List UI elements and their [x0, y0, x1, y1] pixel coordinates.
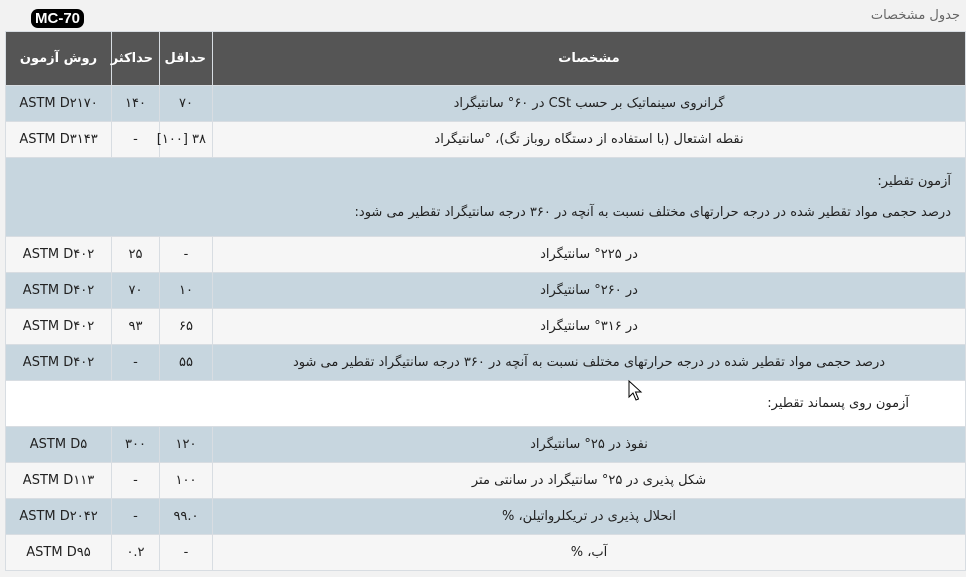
max-cell: -	[112, 499, 160, 535]
table-row	[6, 86, 966, 122]
header-min: حداقل	[160, 32, 213, 86]
header-row	[6, 32, 966, 86]
spec-cell: در ۲۲۵° سانتیگراد	[213, 237, 966, 273]
method-cell: ASTM D۱۱۳	[6, 463, 112, 499]
method-cell: ASTM D۴۰۲	[6, 345, 112, 381]
table-row	[6, 122, 966, 158]
table-row	[6, 237, 966, 273]
table-row	[6, 345, 966, 381]
max-cell: ۹۳	[112, 309, 160, 345]
method-cell: ASTM D۴۰۲	[6, 273, 112, 309]
method-cell: ASTM D۴۰۲	[6, 237, 112, 273]
spec-cell: نفوذ در ۲۵° سانتیگراد	[213, 427, 966, 463]
header-spec: مشخصات	[213, 32, 966, 86]
spec-cell: در ۲۶۰° سانتیگراد	[213, 273, 966, 309]
max-cell: -	[112, 463, 160, 499]
table-row	[6, 273, 966, 309]
spec-cell: شکل پذیری در ۲۵° سانتیگراد در سانتی متر	[213, 463, 966, 499]
table-row	[6, 499, 966, 535]
method-cell: ASTM D۵	[6, 427, 112, 463]
min-cell: ۱۲۰	[160, 427, 213, 463]
method-cell: ASTM D۲۰۴۲	[6, 499, 112, 535]
table-row	[6, 463, 966, 499]
distillation-note	[6, 158, 966, 237]
table-row	[6, 427, 966, 463]
table-caption: جدول مشخصات	[870, 8, 960, 23]
spec-cell: در ۳۱۶° سانتیگراد	[213, 309, 966, 345]
min-cell: ۷۰	[160, 86, 213, 122]
max-cell: ۲۵	[112, 237, 160, 273]
residue-section-title: آزمون روی پسماند تقطیر:	[6, 381, 966, 427]
min-cell: -	[160, 237, 213, 273]
min-cell: ۵۵	[160, 345, 213, 381]
max-cell: ۱۴۰	[112, 86, 160, 122]
product-code-badge: MC-70	[31, 9, 84, 28]
max-cell: ۷۰	[112, 273, 160, 309]
spec-cell: درصد حجمی مواد تقطیر شده در درجه حرارتهای مختلف نسبت به آنچه در ۳۶۰ درجه سانتیگراد تقطیر می شود	[213, 345, 966, 381]
header-max: حداکثر	[112, 32, 160, 86]
method-cell: ASTM D۹۵	[6, 535, 112, 571]
min-cell: ۶۵	[160, 309, 213, 345]
method-cell: ASTM D۲۱۷۰	[6, 86, 112, 122]
max-cell: ۳۰۰	[112, 427, 160, 463]
method-cell: ASTM D۳۱۴۳	[6, 122, 112, 158]
min-cell: ۹۹.۰	[160, 499, 213, 535]
spec-table	[5, 31, 966, 571]
table-row	[6, 535, 966, 571]
max-cell: -	[112, 345, 160, 381]
min-cell: ۱۰۰	[160, 463, 213, 499]
max-cell: -	[112, 122, 160, 158]
spec-cell: نقطه اشتعال (با استفاده از دستگاه روباز تگ)، °سانتیگراد	[213, 122, 966, 158]
residue-section-row	[6, 381, 966, 427]
spec-cell: انحلال پذیری در تریکلرواتیلن، %	[213, 499, 966, 535]
note-text: درصد حجمی مواد تقطیر شده در درجه حرارتهای مختلف نسبت به آنچه در ۳۶۰ درجه سانتیگراد تقطیر می شود:	[354, 205, 951, 220]
min-cell: ۱۰	[160, 273, 213, 309]
method-cell: ASTM D۴۰۲	[6, 309, 112, 345]
distillation-note-row	[6, 158, 966, 237]
spec-cell: آب، %	[213, 535, 966, 571]
header-method: روش آزمون	[6, 32, 112, 86]
min-cell: -	[160, 535, 213, 571]
max-cell: ۰.۲	[112, 535, 160, 571]
min-cell: ۳۸ [۱۰۰]	[160, 122, 213, 158]
spec-cell: گرانروی سینماتیک بر حسب CSt در ۶۰° سانتیگراد	[213, 86, 966, 122]
table-row	[6, 309, 966, 345]
mouse-pointer-icon	[628, 380, 642, 402]
note-title: آزمون تقطیر:	[877, 174, 951, 189]
